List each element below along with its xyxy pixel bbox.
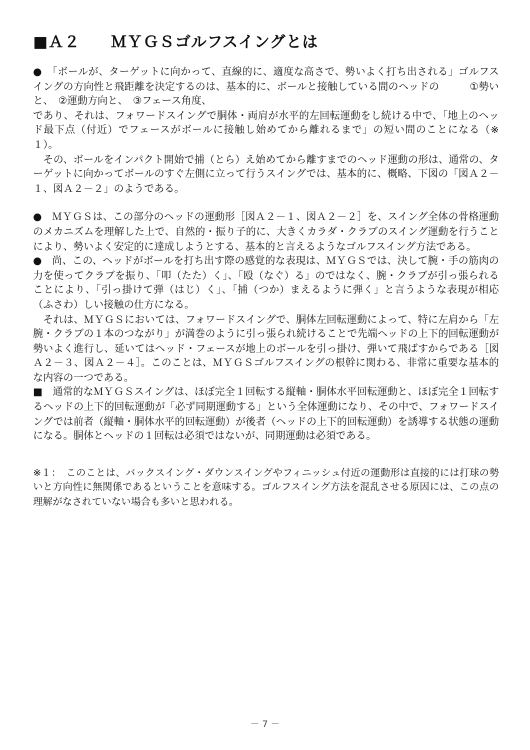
paragraph-intro: ● 「ボールが、ターゲットに向かって、直線的に、適度な高さで、勢いよく打ち出される」ゴルフスイングの方向性と飛距離を決定するのは、基本的に、ボールと接触している間のヘッドの ①勢いと、 ②運動方向と、 ③フェース角度、 [33, 67, 499, 108]
footnote [33, 467, 499, 510]
section-heading [33, 30, 318, 52]
paragraph-reason: それは、ＭＹＧＳにおいては、フォワードスイングで、胴体左回転運動によって、特に左肩から「左腕・クラブの１本のつながり」が満巻のように引っ張られ続けることで先端ヘッドの上下的回転運動が勢いよく進行し、延いてはヘッド・フェースが地上のボールを引っ掛け、弾いて飛ばすからである［図Ａ２－３、図Ａ２－４］。このことは、ＭＹＧＳゴルフスイングの根幹に関わる、非常に重要な基本的な内容の一つである。 [33, 314, 499, 384]
body-text [33, 66, 499, 445]
section-number: ■Ａ２ [33, 33, 81, 51]
paragraph-intro-cont: であり、それは、フォワードスイングで胴体・両肩が水平的左回転運動をし続ける中で、「地上のヘッド最下点（付近）でフェースがボールに接触し始めてから離れるまで」の短い間のことになる（※１）。 [33, 110, 499, 151]
footnote-text: ※１： このことは、バックスイング・ダウンスイングやフィニッシュ付近の運動形は直接的には打球の勢いと方向性に無関係であるということを意味する。ゴルフスイング方法を混乱させる原因には、この点の理解がなされていない場合も多いと思われる。 [33, 468, 499, 508]
page-number: － 7 － [250, 720, 280, 730]
paragraph-head-motion: その、ボールをインパクト開始で捕（とら）え始めてから離すまでのヘッド運動の形は、通常の、ターゲットに向かってボールのすぐ左側に立って行うスイングでは、基本的に、概略、下図の「図Ａ２－１、図Ａ２－２」のようである。 [33, 154, 499, 195]
section-title: ＭＹＧＳゴルフスイングとは [111, 33, 319, 51]
paragraph-sensation: ● 尚、この、ヘッドがボールを打ち出す際の感覚的な表現は、ＭＹＧＳでは、決して腕・手の筋肉の力を使ってクラブを振り、「叩（たた）く」、「殴（なぐ）る」のではなく、腕・クラブが引っ張られることにより、「引っ掛けて弾（はじ）く」、「捕（つか）まえるように弾く」と言うような表現が相応（ふさわ）しい接触の仕方になる。 [33, 256, 499, 311]
paragraph-sync-motion: ■ 通常的なＭＹＧＳスイングは、ほぼ完全１回転する縦軸・胴体水平回転運動と、ほぼ完全１回転するヘッドの上下的回転運動が「必ず同期運動する」という全体運動になり、その中で、フォワードスイングでは前者（縦軸・胴体水平的回転運動）が後者（ヘッドの上下的回転運動）を誘導する状態の運動になる。胴体とヘッドの１回転は必須ではないが、同期運動は必須である。 [33, 387, 499, 443]
paragraph-mygs-method: ● ＭＹＧＳは、この部分のヘッドの運動形［図Ａ２－１、図Ａ２－２］を、スイング全体の骨格運動のメカニズムを理解した上で、自然的・振り子的に、大きくカラダ・クラブのスイング運動を行うことにより、勢いよく安定的に達成しようとする、基本的と言えるようなゴルフスイング方法である。 [33, 212, 499, 253]
